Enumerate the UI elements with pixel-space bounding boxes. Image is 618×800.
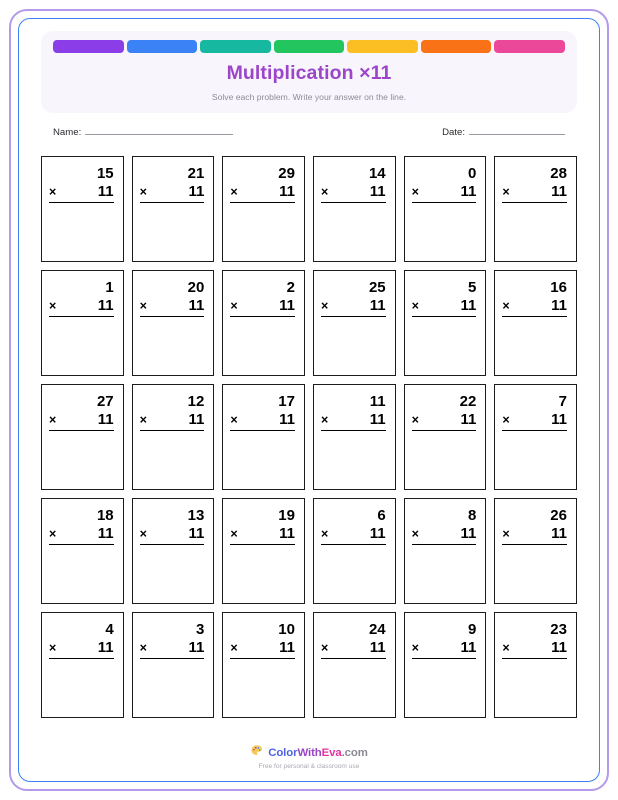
page-title: Multiplication ×11 bbox=[226, 62, 392, 84]
multiply-operator-icon: × bbox=[320, 640, 329, 655]
answer-area[interactable] bbox=[412, 431, 477, 489]
color-bar-segment-6 bbox=[421, 40, 492, 53]
problem-operator-row bbox=[321, 297, 386, 318]
problem-multiplicand: 18 bbox=[96, 507, 114, 524]
answer-area[interactable] bbox=[140, 431, 205, 489]
problem-multiplier: 11 bbox=[97, 182, 114, 200]
problem-multiplier: 11 bbox=[369, 182, 386, 200]
problem-operator-row bbox=[230, 639, 295, 660]
problem-box[interactable] bbox=[313, 612, 396, 718]
problem-box[interactable] bbox=[313, 156, 396, 262]
worksheet-inner-frame bbox=[18, 18, 600, 782]
problem-box[interactable] bbox=[222, 498, 305, 604]
problem-operator-row bbox=[230, 183, 295, 204]
answer-area[interactable] bbox=[321, 659, 386, 717]
problem-box[interactable] bbox=[222, 384, 305, 490]
problem-multiplicand: 24 bbox=[368, 621, 386, 638]
name-field[interactable] bbox=[53, 127, 233, 138]
problem-operator-row bbox=[502, 639, 567, 660]
problem-multiplier: 11 bbox=[369, 296, 386, 314]
multiply-operator-icon: × bbox=[230, 298, 238, 313]
problem-multiplier: 11 bbox=[188, 410, 205, 428]
answer-area[interactable] bbox=[412, 203, 477, 261]
problem-operator-row bbox=[321, 183, 386, 204]
name-write-line[interactable] bbox=[85, 133, 233, 135]
decorative-color-bar bbox=[53, 40, 565, 53]
answer-area[interactable] bbox=[230, 317, 295, 375]
problem-box[interactable] bbox=[494, 498, 577, 604]
multiply-operator-icon: × bbox=[320, 412, 329, 427]
problem-operator-row bbox=[321, 639, 386, 660]
problem-multiplicand: 4 bbox=[105, 621, 114, 638]
multiply-operator-icon: × bbox=[411, 184, 419, 199]
answer-area[interactable] bbox=[230, 659, 295, 717]
problem-operator-row bbox=[502, 297, 567, 318]
color-bar-segment-5 bbox=[347, 40, 418, 53]
color-bar-segment-4 bbox=[274, 40, 345, 53]
problem-multiplicand: 9 bbox=[467, 621, 477, 638]
name-label: Name: bbox=[53, 127, 82, 138]
multiply-operator-icon: × bbox=[320, 184, 329, 199]
problem-multiplier: 11 bbox=[369, 638, 386, 656]
worksheet-outer-frame bbox=[9, 9, 609, 791]
brand-text bbox=[268, 747, 368, 759]
problem-operator-row bbox=[49, 639, 114, 660]
answer-area[interactable] bbox=[230, 431, 295, 489]
problem-multiplicand: 0 bbox=[467, 165, 477, 182]
problem-operator-row bbox=[140, 525, 205, 546]
problem-multiplicand: 3 bbox=[195, 621, 205, 638]
problem-box[interactable] bbox=[41, 498, 124, 604]
problem-box[interactable] bbox=[41, 156, 124, 262]
multiply-operator-icon: × bbox=[230, 412, 238, 427]
multiply-operator-icon: × bbox=[502, 526, 510, 541]
page-subtitle: Solve each problem. Write your answer on the line. bbox=[211, 92, 407, 102]
problem-operator-row bbox=[502, 183, 567, 204]
problem-box[interactable] bbox=[41, 384, 124, 490]
problem-box[interactable] bbox=[494, 156, 577, 262]
problem-box[interactable] bbox=[132, 270, 215, 376]
problem-operator-row bbox=[230, 297, 295, 318]
brand-part-color: Color bbox=[268, 747, 298, 759]
problem-box[interactable] bbox=[404, 156, 487, 262]
problem-multiplier: 11 bbox=[460, 296, 477, 314]
brand-logo[interactable] bbox=[250, 744, 368, 762]
problem-operator-row bbox=[502, 525, 567, 546]
problem-multiplicand: 23 bbox=[550, 621, 567, 638]
answer-area[interactable] bbox=[49, 659, 114, 717]
student-info-row bbox=[53, 127, 565, 138]
problem-multiplier: 11 bbox=[97, 410, 114, 428]
problem-box[interactable] bbox=[494, 270, 577, 376]
color-bar-segment-7 bbox=[494, 40, 565, 53]
problem-box[interactable] bbox=[313, 498, 396, 604]
problem-multiplier: 11 bbox=[279, 524, 295, 542]
problem-operator-row bbox=[412, 411, 477, 432]
multiply-operator-icon: × bbox=[49, 640, 57, 655]
color-bar-segment-3 bbox=[200, 40, 271, 53]
problem-multiplier: 11 bbox=[279, 638, 295, 656]
multiply-operator-icon: × bbox=[320, 526, 329, 541]
problem-operator-row bbox=[321, 525, 386, 546]
problem-operator-row bbox=[49, 297, 114, 318]
problem-box[interactable] bbox=[313, 270, 396, 376]
multiply-operator-icon: × bbox=[49, 412, 57, 427]
problem-multiplicand: 6 bbox=[377, 507, 386, 524]
multiply-operator-icon: × bbox=[411, 298, 419, 313]
problem-multiplier: 11 bbox=[369, 524, 386, 542]
problem-operator-row bbox=[49, 411, 114, 432]
answer-area[interactable] bbox=[412, 545, 477, 603]
multiply-operator-icon: × bbox=[139, 526, 147, 541]
problem-operator-row bbox=[140, 297, 205, 318]
problem-operator-row bbox=[230, 411, 295, 432]
problem-operator-row bbox=[412, 639, 477, 660]
problem-multiplier: 11 bbox=[551, 410, 567, 428]
problem-box[interactable] bbox=[41, 270, 124, 376]
problem-operator-row bbox=[321, 411, 386, 432]
problem-multiplier: 11 bbox=[551, 638, 567, 656]
multiply-operator-icon: × bbox=[502, 412, 510, 427]
problem-multiplicand: 7 bbox=[558, 393, 567, 410]
answer-area[interactable] bbox=[321, 317, 386, 375]
problem-multiplicand: 27 bbox=[96, 393, 114, 410]
problem-multiplier: 11 bbox=[188, 296, 205, 314]
answer-area[interactable] bbox=[321, 203, 386, 261]
problem-multiplicand: 28 bbox=[550, 165, 567, 182]
problem-multiplier: 11 bbox=[279, 410, 295, 428]
problem-multiplier: 11 bbox=[460, 638, 477, 656]
answer-area[interactable] bbox=[412, 659, 477, 717]
problem-box[interactable] bbox=[41, 612, 124, 718]
answer-area[interactable] bbox=[502, 659, 567, 717]
answer-area[interactable] bbox=[502, 545, 567, 603]
problem-box[interactable] bbox=[222, 270, 305, 376]
problem-box[interactable] bbox=[222, 612, 305, 718]
problem-multiplicand: 20 bbox=[187, 279, 205, 296]
answer-area[interactable] bbox=[49, 203, 114, 261]
problem-operator-row bbox=[412, 183, 477, 204]
problem-multiplicand: 5 bbox=[467, 279, 477, 296]
problem-multiplier: 11 bbox=[188, 182, 205, 200]
problem-multiplicand: 25 bbox=[368, 279, 386, 296]
problem-grid bbox=[41, 156, 577, 718]
multiply-operator-icon: × bbox=[49, 184, 57, 199]
palette-icon bbox=[250, 744, 263, 762]
problem-multiplier: 11 bbox=[97, 296, 114, 314]
problem-multiplicand: 11 bbox=[369, 393, 386, 410]
multiply-operator-icon: × bbox=[139, 298, 147, 313]
answer-area[interactable] bbox=[230, 545, 295, 603]
date-write-line[interactable] bbox=[469, 133, 565, 135]
problem-operator-row bbox=[140, 411, 205, 432]
worksheet-header bbox=[41, 31, 577, 113]
problem-box[interactable] bbox=[132, 612, 215, 718]
answer-area[interactable] bbox=[321, 545, 386, 603]
multiply-operator-icon: × bbox=[49, 526, 57, 541]
problem-box[interactable] bbox=[404, 270, 487, 376]
problem-multiplicand: 15 bbox=[96, 165, 114, 182]
worksheet-sheet bbox=[19, 19, 599, 781]
multiply-operator-icon: × bbox=[139, 640, 147, 655]
problem-operator-row bbox=[230, 525, 295, 546]
problem-multiplicand: 13 bbox=[187, 507, 205, 524]
problem-box[interactable] bbox=[132, 384, 215, 490]
problem-multiplier: 11 bbox=[188, 638, 205, 656]
answer-area[interactable] bbox=[49, 317, 114, 375]
multiply-operator-icon: × bbox=[139, 412, 147, 427]
multiply-operator-icon: × bbox=[411, 412, 419, 427]
problem-multiplicand: 26 bbox=[550, 507, 567, 524]
answer-area[interactable] bbox=[321, 431, 386, 489]
problem-multiplier: 11 bbox=[369, 410, 386, 428]
problem-multiplier: 11 bbox=[279, 182, 295, 200]
multiply-operator-icon: × bbox=[139, 184, 147, 199]
problem-multiplicand: 17 bbox=[278, 393, 295, 410]
problem-multiplicand: 12 bbox=[187, 393, 205, 410]
problem-multiplicand: 8 bbox=[467, 507, 477, 524]
problem-multiplier: 11 bbox=[97, 638, 114, 656]
problem-operator-row bbox=[502, 411, 567, 432]
answer-area[interactable] bbox=[502, 317, 567, 375]
multiply-operator-icon: × bbox=[320, 298, 329, 313]
multiply-operator-icon: × bbox=[411, 526, 419, 541]
problem-multiplicand: 22 bbox=[459, 393, 477, 410]
problem-operator-row bbox=[140, 639, 205, 660]
problem-multiplicand: 21 bbox=[187, 165, 205, 182]
problem-operator-row bbox=[140, 183, 205, 204]
multiply-operator-icon: × bbox=[411, 640, 419, 655]
worksheet-footer bbox=[19, 744, 599, 770]
color-bar-segment-1 bbox=[53, 40, 124, 53]
problem-box[interactable] bbox=[132, 498, 215, 604]
problem-multiplicand: 10 bbox=[278, 621, 295, 638]
problem-operator-row bbox=[49, 525, 114, 546]
problem-box[interactable] bbox=[404, 384, 487, 490]
problem-multiplicand: 14 bbox=[368, 165, 386, 182]
multiply-operator-icon: × bbox=[230, 640, 238, 655]
problem-multiplier: 11 bbox=[551, 524, 567, 542]
brand-part-com: .com bbox=[341, 747, 368, 759]
multiply-operator-icon: × bbox=[230, 184, 238, 199]
problem-box[interactable] bbox=[404, 612, 487, 718]
multiply-operator-icon: × bbox=[502, 298, 510, 313]
problem-box[interactable] bbox=[222, 156, 305, 262]
answer-area[interactable] bbox=[230, 203, 295, 261]
problem-multiplier: 11 bbox=[551, 182, 567, 200]
multiply-operator-icon: × bbox=[49, 298, 57, 313]
answer-area[interactable] bbox=[140, 203, 205, 261]
problem-box[interactable] bbox=[404, 498, 487, 604]
problem-multiplier: 11 bbox=[460, 182, 477, 200]
answer-area[interactable] bbox=[140, 659, 205, 717]
problem-multiplier: 11 bbox=[97, 524, 114, 542]
problem-multiplicand: 1 bbox=[105, 279, 114, 296]
problem-multiplier: 11 bbox=[551, 296, 567, 314]
problem-multiplicand: 16 bbox=[550, 279, 567, 296]
answer-area[interactable] bbox=[49, 545, 114, 603]
footer-usage-note: Free for personal & classroom use bbox=[258, 763, 360, 770]
problem-box[interactable] bbox=[494, 384, 577, 490]
problem-multiplicand: 29 bbox=[278, 165, 295, 182]
problem-box[interactable] bbox=[313, 384, 396, 490]
answer-area[interactable] bbox=[140, 317, 205, 375]
problem-box[interactable] bbox=[494, 612, 577, 718]
color-bar-segment-2 bbox=[127, 40, 198, 53]
answer-area[interactable] bbox=[140, 545, 205, 603]
answer-area[interactable] bbox=[412, 317, 477, 375]
problem-multiplicand: 19 bbox=[278, 507, 295, 524]
answer-area[interactable] bbox=[502, 431, 567, 489]
problem-operator-row bbox=[49, 183, 114, 204]
multiply-operator-icon: × bbox=[230, 526, 238, 541]
multiply-operator-icon: × bbox=[502, 640, 510, 655]
problem-box[interactable] bbox=[132, 156, 215, 262]
problem-multiplier: 11 bbox=[279, 296, 295, 314]
problem-operator-row bbox=[412, 525, 477, 546]
answer-area[interactable] bbox=[49, 431, 114, 489]
multiply-operator-icon: × bbox=[502, 184, 510, 199]
answer-area[interactable] bbox=[502, 203, 567, 261]
brand-part-eva: Eva bbox=[321, 747, 342, 759]
date-field[interactable] bbox=[442, 127, 565, 138]
date-label: Date: bbox=[442, 127, 465, 138]
problem-multiplicand: 2 bbox=[286, 279, 295, 296]
problem-multiplier: 11 bbox=[460, 524, 477, 542]
brand-part-with: With bbox=[297, 747, 322, 759]
problem-multiplier: 11 bbox=[188, 524, 205, 542]
problem-multiplier: 11 bbox=[460, 410, 477, 428]
problem-operator-row bbox=[412, 297, 477, 318]
